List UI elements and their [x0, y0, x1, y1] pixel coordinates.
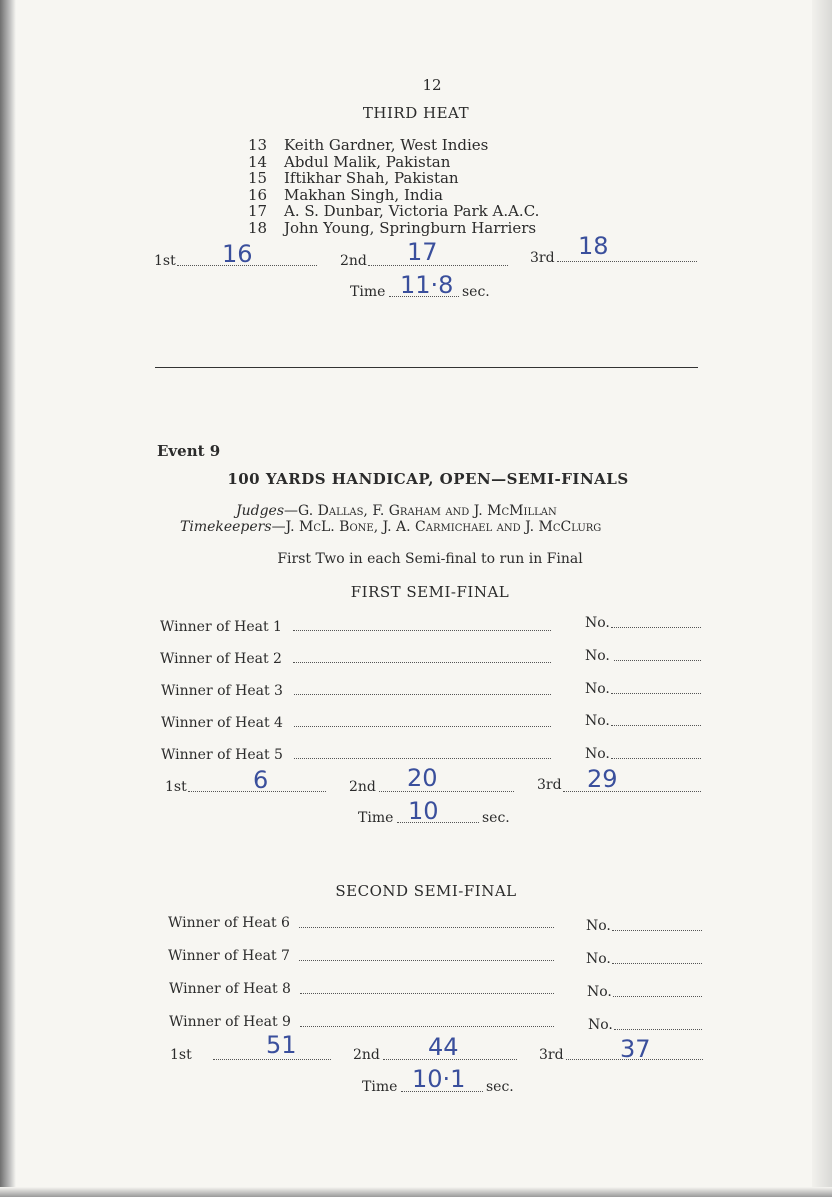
entry-row [248, 203, 539, 220]
section-divider [155, 367, 698, 368]
time-value: 10 [408, 797, 439, 825]
first-place-value: 51 [266, 1031, 297, 1059]
entry-number: 14 [248, 152, 268, 171]
sec-label: sec. [462, 284, 490, 300]
entry-number: 17 [248, 202, 268, 220]
first-place-label: 1st [165, 779, 187, 795]
no-line [614, 660, 701, 661]
judges-names: —G. Dallas, F. Graham and J. McMillan [284, 503, 557, 519]
second-semi-heading: SECOND SEMI-FINAL [335, 882, 517, 900]
heat-winner-line [293, 662, 551, 663]
heat-winner-label: Winner of Heat 3 [161, 683, 283, 699]
third-place-line [563, 791, 701, 792]
event-note: First Two in each Semi-final to run in Final [277, 551, 583, 567]
timekeepers-label: Timekeepers [180, 519, 272, 535]
first-place-value: 6 [253, 766, 269, 794]
third-place-label: 3rd [530, 250, 555, 266]
second-place-value: 44 [428, 1033, 459, 1061]
entry-number: 15 [248, 169, 268, 187]
entry-name: Makhan Singh, India [284, 185, 443, 204]
first-place-label: 1st [170, 1047, 192, 1063]
no-label: No. [587, 984, 612, 1000]
event-label: Event 9 [157, 442, 221, 460]
no-label: No. [585, 615, 610, 631]
second-place-label: 2nd [340, 253, 367, 269]
sec-label: sec. [486, 1079, 514, 1095]
third-place-label: 3rd [537, 777, 562, 793]
heat-winner-line [300, 993, 554, 994]
no-label: No. [586, 918, 611, 934]
entry-row [248, 154, 450, 171]
heat-winner-line [300, 1026, 554, 1027]
no-line [611, 693, 701, 694]
entry-number: 18 [248, 218, 268, 237]
no-line [611, 725, 701, 726]
heat-winner-line [293, 630, 551, 631]
time-label: Time [358, 810, 394, 826]
no-line [614, 1029, 702, 1030]
entry-row [248, 220, 536, 237]
entry-name: Iftikhar Shah, Pakistan [284, 169, 459, 187]
no-line [612, 963, 702, 964]
first-semi-heading: FIRST SEMI-FINAL [350, 583, 510, 601]
entry-name: Abdul Malik, Pakistan [284, 152, 451, 171]
heat-winner-label: Winner of Heat 7 [168, 948, 290, 964]
time-label: Time [350, 284, 386, 300]
judges-label: Judges [236, 503, 285, 519]
heat-winner-line [294, 694, 551, 695]
entry-name: John Young, Springburn Harriers [284, 218, 537, 237]
heat-winner-line [299, 960, 554, 961]
no-label: No. [585, 746, 610, 762]
timekeepers-names: —J. McL. Bone, J. A. Carmichael and J. McClurg [271, 519, 602, 535]
no-line [613, 996, 702, 997]
no-label: No. [585, 648, 610, 664]
no-label: No. [585, 713, 610, 729]
heat-winner-label: Winner of Heat 2 [160, 651, 282, 667]
page-number: 12 [422, 76, 442, 94]
first-place-label: 1st [154, 253, 176, 269]
timekeepers-line [180, 519, 601, 535]
second-place-label: 2nd [349, 779, 376, 795]
entry-name: A. S. Dunbar, Victoria Park A.A.C. [284, 202, 540, 220]
heat-winner-label: Winner of Heat 6 [168, 915, 290, 931]
entry-row [248, 187, 443, 204]
event-title: 100 YARDS HANDICAP, OPEN—SEMI-FINALS [227, 470, 629, 488]
entry-name: Keith Gardner, West Indies [284, 136, 489, 154]
heat-winner-line [294, 726, 551, 727]
second-place-line [368, 265, 508, 266]
entry-row [248, 137, 488, 154]
no-label: No. [585, 681, 610, 697]
third-place-line [557, 261, 697, 262]
first-place-value: 16 [222, 240, 253, 268]
entry-row [248, 170, 459, 187]
entry-number: 16 [248, 185, 268, 204]
third-place-value: 29 [587, 765, 618, 793]
heat-winner-label: Winner of Heat 8 [169, 981, 291, 997]
first-place-line [213, 1059, 331, 1060]
no-line [611, 758, 701, 759]
entry-number: 13 [248, 136, 268, 154]
heat-winner-line [294, 758, 551, 759]
time-label: Time [362, 1079, 398, 1095]
time-value: 11·8 [400, 271, 454, 299]
no-line [611, 627, 701, 628]
third-place-label: 3rd [539, 1047, 564, 1063]
third-heat-heading: THIRD HEAT [362, 104, 470, 122]
heat-winner-label: Winner of Heat 1 [160, 619, 282, 635]
third-place-value: 18 [578, 232, 609, 260]
heat-winner-line [299, 927, 554, 928]
sec-label: sec. [482, 810, 510, 826]
time-value: 10·1 [412, 1065, 466, 1093]
no-label: No. [588, 1017, 613, 1033]
judges-line [236, 503, 557, 519]
third-place-value: 37 [620, 1035, 651, 1063]
no-label: No. [586, 951, 611, 967]
second-place-label: 2nd [353, 1047, 380, 1063]
second-place-value: 20 [407, 764, 438, 792]
second-place-value: 17 [407, 238, 438, 266]
heat-winner-label: Winner of Heat 5 [161, 747, 283, 763]
heat-winner-label: Winner of Heat 9 [169, 1014, 291, 1030]
page-edge-bottom [0, 1187, 832, 1197]
second-place-line [379, 791, 514, 792]
no-line [612, 930, 702, 931]
heat-winner-label: Winner of Heat 4 [161, 715, 283, 731]
